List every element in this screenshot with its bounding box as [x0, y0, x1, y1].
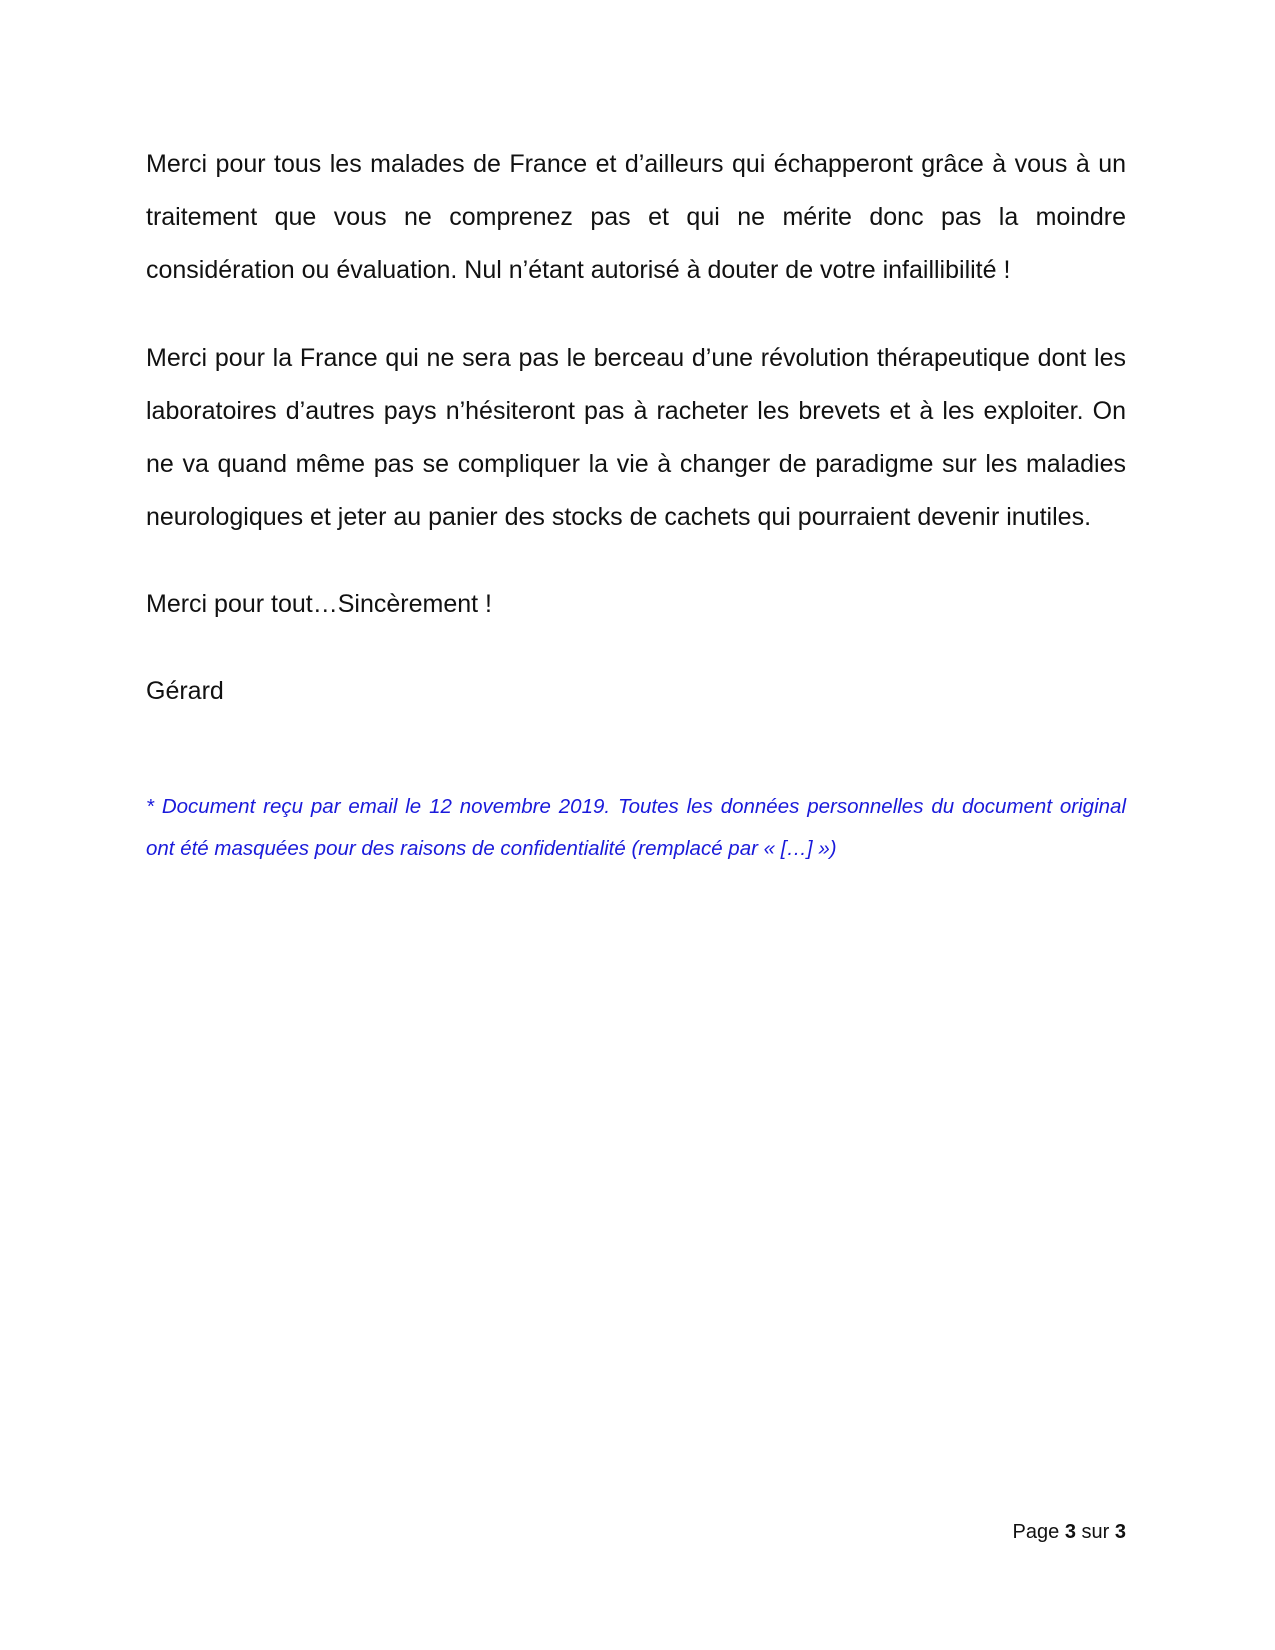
of-word: sur [1081, 1521, 1110, 1543]
paragraph-closing-thanks: Merci pour tout…Sincèrement ! [146, 590, 492, 618]
total-pages-number: 3 [1114, 1521, 1126, 1543]
paragraph-thanks-patients: Merci pour tous les malades de France et d’ailleurs qui échapperont grâce à vous à un traitement que vous ne comprenez pas et qui ne mérite donc pas la moindre considération ou évaluation. Nul n’étant autorisé à douter de votre infaillibilité ! [146, 150, 1126, 284]
signature: Gérard [146, 677, 224, 705]
page-number-footer [1013, 1520, 1126, 1544]
page-word: Page [1012, 1521, 1060, 1543]
editorial-note: * Document reçu par email le 12 novembre 2019. Toutes les données personnelles du document original ont été masquées pour des raisons de confidentialité (remplacé par « […] ») [146, 795, 1126, 860]
page-body [146, 138, 1126, 870]
paragraph-thanks-france: Merci pour la France qui ne sera pas le berceau d’une révolution thérapeutique dont les laboratoires d’autres pays n’hésiteront pas à racheter les brevets et à les exploiter. On ne va quand même pas se compliquer la vie à changer de paradigme sur les maladies neurologiques et jeter au panier des stocks de cachets qui pourraient devenir inutiles. [146, 344, 1126, 531]
current-page-number: 3 [1064, 1521, 1076, 1543]
